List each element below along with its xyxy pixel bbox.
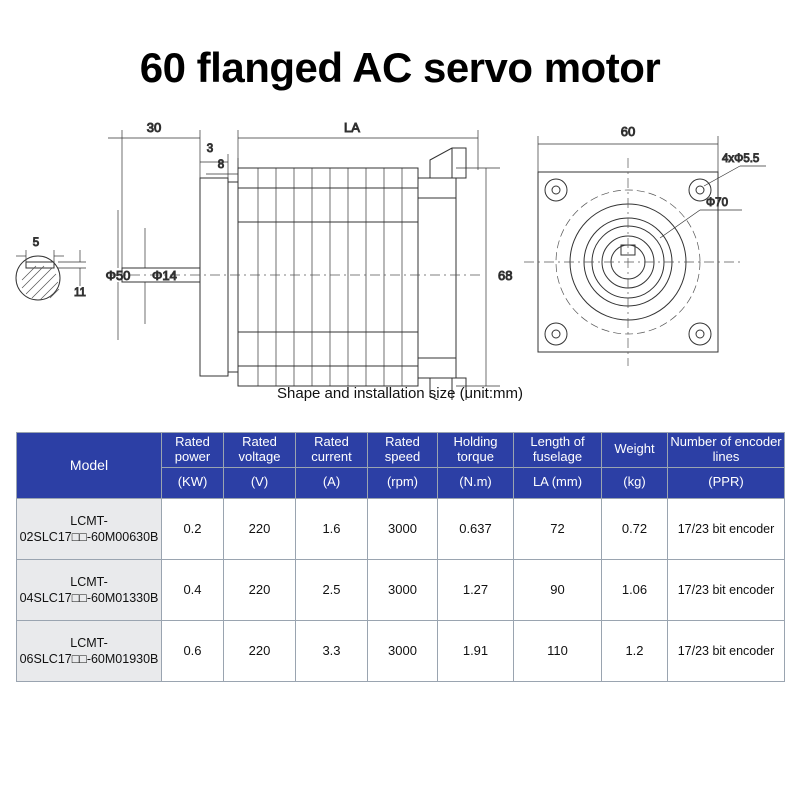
col-unit-weight: (kg) — [602, 467, 668, 498]
cell-speed: 3000 — [368, 620, 438, 681]
cell-power: 0.4 — [162, 559, 224, 620]
cell-power: 0.6 — [162, 620, 224, 681]
specification-table-wrap — [16, 432, 784, 682]
cell-voltage: 220 — [224, 559, 296, 620]
dim-68: 68 — [498, 268, 513, 283]
col-header-length-of-fuselage: Length of fuselage — [514, 433, 602, 468]
dim-30: 30 — [146, 120, 162, 135]
cell-torque: 0.637 — [438, 498, 514, 559]
dim-3: 3 — [206, 143, 214, 155]
cell-current: 1.6 — [296, 498, 368, 559]
table-header-row-labels — [17, 433, 785, 468]
dim-8: 8 — [217, 159, 225, 171]
col-header-weight: Weight — [602, 433, 668, 468]
cell-encoder: 17/23 bit encoder — [668, 498, 785, 559]
col-unit-rated-current: (A) — [296, 467, 368, 498]
dim-key-11: 11 — [74, 287, 86, 299]
col-header-rated-current: Rated current — [296, 433, 368, 468]
cell-current: 3.3 — [296, 620, 368, 681]
cell-speed: 3000 — [368, 559, 438, 620]
cell-length: 72 — [514, 498, 602, 559]
dim-key-5: 5 — [32, 237, 40, 249]
col-header-model: Model — [17, 433, 162, 499]
cell-voltage: 220 — [224, 498, 296, 559]
cell-speed: 3000 — [368, 498, 438, 559]
cell-model: LCMT-04SLC17□□-60M01330B — [17, 559, 162, 620]
motor-front-view — [524, 136, 766, 366]
col-unit-rated-power: (KW) — [162, 467, 224, 498]
col-unit-length-of-fuselage: LA (mm) — [514, 467, 602, 498]
cell-model: LCMT-02SLC17□□-60M00630B — [17, 498, 162, 559]
col-header-rated-speed: Rated speed — [368, 433, 438, 468]
cell-model: LCMT-06SLC17□□-60M01930B — [17, 620, 162, 681]
drawing-caption: Shape and installation size (unit:mm) — [277, 385, 523, 402]
specification-table — [16, 432, 785, 682]
table-row — [17, 559, 785, 620]
cell-weight: 0.72 — [602, 498, 668, 559]
col-header-rated-voltage: Rated voltage — [224, 433, 296, 468]
dim-4x-phi5-5: 4xΦ5.5 — [722, 153, 760, 165]
col-unit-rated-speed: (rpm) — [368, 467, 438, 498]
cell-length: 110 — [514, 620, 602, 681]
cell-encoder: 17/23 bit encoder — [668, 620, 785, 681]
dim-LA: LA — [344, 120, 360, 135]
dim-phi50: Φ50 — [105, 268, 131, 283]
table-row — [17, 620, 785, 681]
dim-phi70: Φ70 — [706, 197, 728, 209]
col-unit-rated-voltage: (V) — [224, 467, 296, 498]
col-unit-encoder-lines: (PPR) — [668, 467, 785, 498]
cell-weight: 1.2 — [602, 620, 668, 681]
col-header-encoder-lines: Number of encoder lines — [668, 433, 785, 468]
cell-weight: 1.06 — [602, 559, 668, 620]
page-title: 60 flanged AC servo motor — [139, 44, 661, 91]
col-header-rated-power: Rated power — [162, 433, 224, 468]
cell-length: 90 — [514, 559, 602, 620]
cell-voltage: 220 — [224, 620, 296, 681]
cell-power: 0.2 — [162, 498, 224, 559]
dim-phi14: Φ14 — [152, 268, 177, 283]
cell-torque: 1.91 — [438, 620, 514, 681]
table-row — [17, 498, 785, 559]
technical-drawing — [0, 110, 800, 400]
dim-60: 60 — [620, 124, 636, 139]
col-header-holding-torque: Holding torque — [438, 433, 514, 468]
col-unit-holding-torque: (N.m) — [438, 467, 514, 498]
cell-encoder: 17/23 bit encoder — [668, 559, 785, 620]
cell-current: 2.5 — [296, 559, 368, 620]
cell-torque: 1.27 — [438, 559, 514, 620]
